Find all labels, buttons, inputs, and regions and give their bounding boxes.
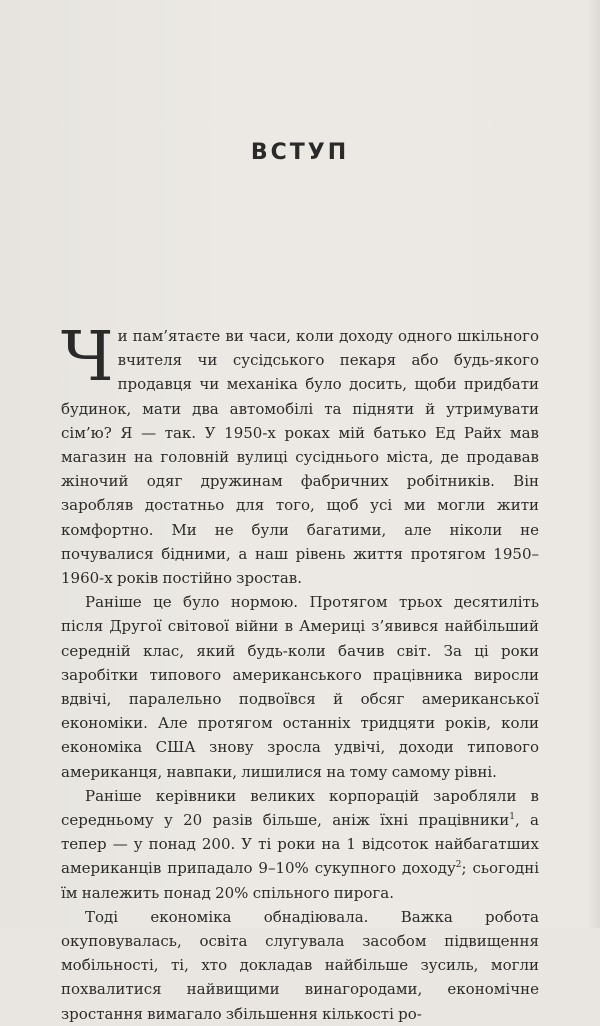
paragraph-1-text: и пам’ятаєте ви часи, коли доходу одного шкільного вчителя чи сусідського пекаря або будь-якого продавця чи механіка було досить, щоби придбати будинок, мати два автомобілі та підняти й утримувати сім’ю? Я — так. У 1950-х роках мій батько Ед Райх мав магазин на головній вулиці сусіднього міста, де продавав жіночий одяг дружинам фабричних робітників. Він заробляв достатньо для того, щоб усі ми могли жити комфортно. Ми не були багатими, але ніколи не почувалися бідними, а наш рівень життя протягом 1950–1960-х років постійно зростав.	[61, 327, 539, 588]
paragraph-3-part-1: Раніше керівники великих корпорацій заробляли в середньому у 20 разів більше, аніж їхні працівники	[61, 786, 539, 830]
paragraph-1	[61, 318, 539, 590]
paragraph-3-part-3: ; сьогодні їм належить понад 20% спільного пирога.	[61, 859, 540, 902]
footnote-ref-1: 1	[509, 812, 515, 823]
drop-cap: Ч	[61, 318, 114, 397]
paragraph-3	[61, 784, 539, 905]
body-text	[61, 318, 540, 1026]
paragraph-4: Тоді економіка обнадіювала. Важка робота окуповувалась, освіта слугувала засобом підвищення мобільності, ті, хто докладав найбільше зусиль, могли похвалитися найвищими винагородами, економічне зростання вимагало збільшення кількості ро-	[61, 907, 539, 1023]
paragraph-3-part-2: , а тепер — у понад 200. У ті роки на 1 відсоток найбагатших американців припадало 9–10% сукупного доходу	[61, 811, 539, 878]
footnote-ref-2: 2	[455, 860, 462, 871]
chapter-title: ВСТУП	[250, 140, 350, 165]
paragraph-2: Раніше це було нормою. Протягом трьох десятиліть після Другої світової війни в Америці з’явився найбільший середній клас, який будь-коли бачив світ. За ці роки заробітки типового американського працівника виросли вдвічі, паралельно подвоївся й обсяг американської економіки. Але протягом останніх тридцяти років, коли економіка США знову зросла удвічі, доходи типового американця, навпаки, лишилися на тому самому рівні.	[61, 593, 539, 781]
